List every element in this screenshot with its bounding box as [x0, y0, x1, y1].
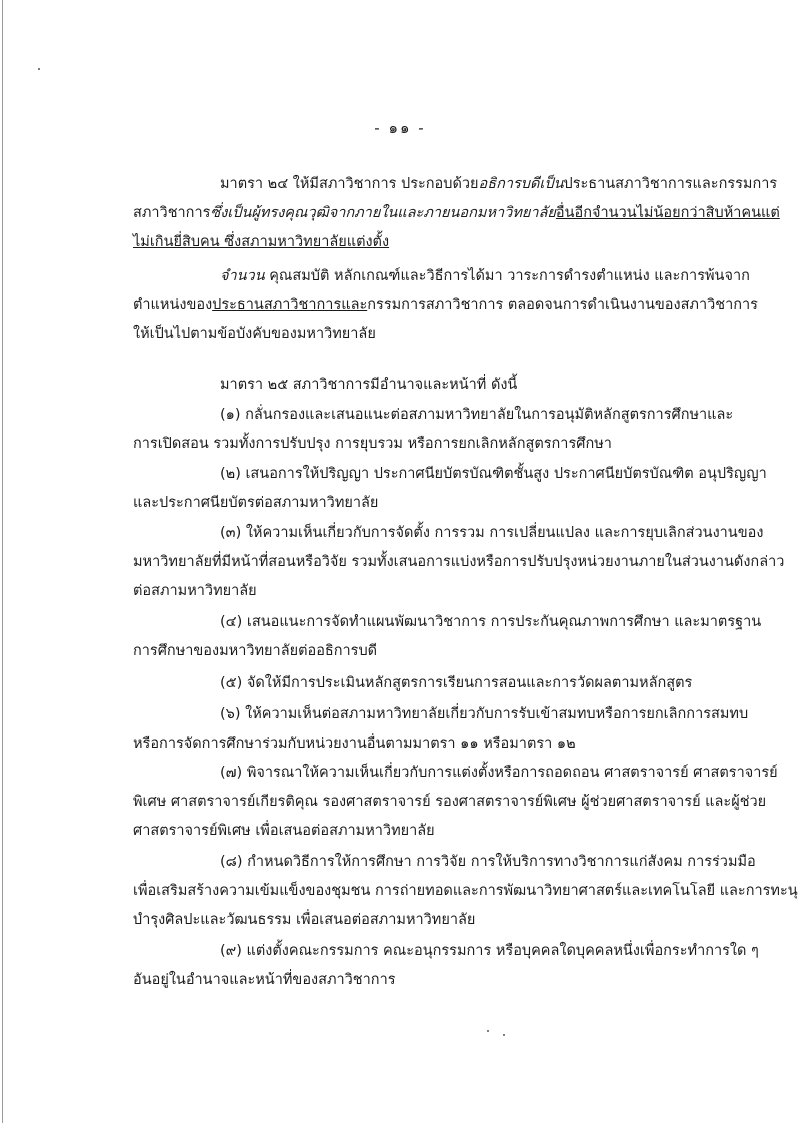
section-24-line-2 — [133, 203, 780, 223]
scan-edge-line — [2, 0, 3, 1123]
section-25-heading: มาตรา ๒๕ สภาวิชาการมีอำนาจและหน้าที่ ดังนี้ — [220, 377, 518, 393]
section-24-text: กรรมการสภาวิชาการ ตลอดจนการดำเนินงานของสภาวิชาการ — [367, 297, 758, 313]
section-24-line-6: ให้เป็นไปตามข้อบังคับของมหาวิทยาลัย — [133, 326, 376, 342]
list-item-1-line-2: การเปิดสอน รวมทั้งการปรับปรุง การยุบรวม หรือการยกเลิกหลักสูตรการศึกษา — [133, 436, 612, 452]
list-item-2-line-2: และประกาศนียบัตรต่อสภามหาวิทยาลัย — [133, 495, 379, 511]
scan-speck — [503, 1034, 505, 1036]
section-24-underlined-text: อื่นอีกจำนวนไม่น้อยกว่าสิบห้าคนแต่ — [555, 205, 780, 221]
section-24-handwritten-edit: อธิการบดีเป็น — [478, 176, 564, 192]
scan-speck — [38, 68, 40, 70]
section-24-handwritten-edit: ซึ่งเป็นผู้ทรงคุณวุฒิจากภายในและภายนอกมหาวิทยาลัย — [210, 205, 556, 221]
list-item-1-line-1: (๑) กลั่นกรองและเสนอแนะต่อสภามหาวิทยาลัยในการอนุมัติหลักสูตรการศึกษาและ — [220, 407, 734, 423]
list-item-8-line-3: บำรุงศิลปะและวัฒนธรรม เพื่อเสนอต่อสภามหาวิทยาลัย — [133, 912, 476, 928]
list-item-9-line-1: (๙) แต่งตั้งคณะกรรมการ คณะอนุกรรมการ หรือบุคคลใดบุคคลหนึ่งเพื่อกระทำการใด ๆ — [220, 943, 759, 959]
list-item-6-line-2: หรือการจัดการศึกษาร่วมกับหน่วยงานอื่นตามมาตรา ๑๑ หรือมาตรา ๑๒ — [133, 736, 576, 752]
list-item-3-line-3: ต่อสภามหาวิทยาลัย — [133, 583, 257, 599]
list-item-4-line-1: (๔) เสนอแนะการจัดทำแผนพัฒนาวิชาการ การประกันคุณภาพการศึกษา และมาตรฐาน — [220, 614, 762, 630]
scan-speck — [487, 1030, 489, 1032]
list-item-2-line-1: (๒) เสนอการให้ปริญญา ประกาศนียบัตรบัณฑิตชั้นสูง ประกาศนียบัตรบัณฑิต อนุปริญญา — [220, 466, 767, 482]
section-24-text: มาตรา ๒๔ ให้มีสภาวิชาการ ประกอบด้วย — [220, 176, 479, 192]
section-24-text: คุณสมบัติ หลักเกณฑ์และวิธีการได้มา วาระการดำรงตำแหน่ง และการพ้นจาก — [264, 268, 750, 284]
section-24-text: ตำแหน่งของ — [133, 297, 213, 313]
section-24-text: สภาวิชาการ — [133, 205, 211, 221]
list-item-9-line-2: อันอยู่ในอำนาจและหน้าที่ของสภาวิชาการ — [133, 972, 396, 988]
list-item-8-line-2: เพื่อเสริมสร้างความเข้มแข็งของชุมชน การถ่ายทอดและการพัฒนาวิทยาศาสตร์และเทคโนโลยี และการทะนุ — [133, 883, 798, 899]
list-item-7-line-3: ศาสตราจารย์พิเศษ เพื่อเสนอต่อสภามหาวิทยาลัย — [133, 823, 435, 839]
list-item-8-line-1: (๘) กำหนดวิธีการให้การศึกษา การวิจัย การให้บริการทางวิชาการแก่สังคม การร่วมมือ — [220, 854, 756, 870]
list-item-3-line-2: มหาวิทยาลัยที่มีหน้าที่สอนหรือวิจัย รวมทั้งเสนอการแบ่งหรือการปรับปรุงหน่วยงานภายในส่วนงานดังกล่าว — [133, 554, 785, 570]
section-24-text: ประธานสภาวิชาการและกรรมการ — [563, 176, 778, 192]
list-item-7-line-1: (๗) พิจารณาให้ความเห็นเกี่ยวกับการแต่งตั้งหรือการถอดถอน ศาสตราจารย์ ศาสตราจารย์ — [220, 765, 778, 781]
list-item-3-line-1: (๓) ให้ความเห็นเกี่ยวกับการจัดตั้ง การรวม การเปลี่ยนแปลง และการยุบเลิกส่วนงานของ — [220, 525, 764, 541]
section-24-line-1 — [220, 174, 777, 194]
page-number: - ๑๑ - — [374, 119, 426, 137]
section-24-underlined-text: ประธานสภาวิชาการและ — [212, 297, 368, 313]
section-24-handwritten-edit: จำนวน — [220, 268, 265, 284]
section-24-line-4 — [220, 266, 750, 286]
list-item-7-line-2: พิเศษ ศาสตราจารย์เกียรติคุณ รองศาสตราจารย์ รองศาสตราจารย์พิเศษ ผู้ช่วยศาสตราจารย์ และผู้ช่วย — [133, 794, 767, 810]
section-24-line-3: ไม่เกินยี่สิบคน ซึ่งสภามหาวิทยาลัยแต่งตั้ง — [133, 234, 390, 250]
list-item-5-line-1: (๕) จัดให้มีการประเมินหลักสูตรการเรียนการสอนและการวัดผลตามหลักสูตร — [220, 675, 693, 691]
section-24-line-5 — [133, 295, 758, 315]
list-item-6-line-1: (๖) ให้ความเห็นต่อสภามหาวิทยาลัยเกี่ยวกับการรับเข้าสมทบหรือการยกเลิกการสมทบ — [220, 706, 749, 722]
list-item-4-line-2: การศึกษาของมหาวิทยาลัยต่ออธิการบดี — [133, 643, 378, 659]
